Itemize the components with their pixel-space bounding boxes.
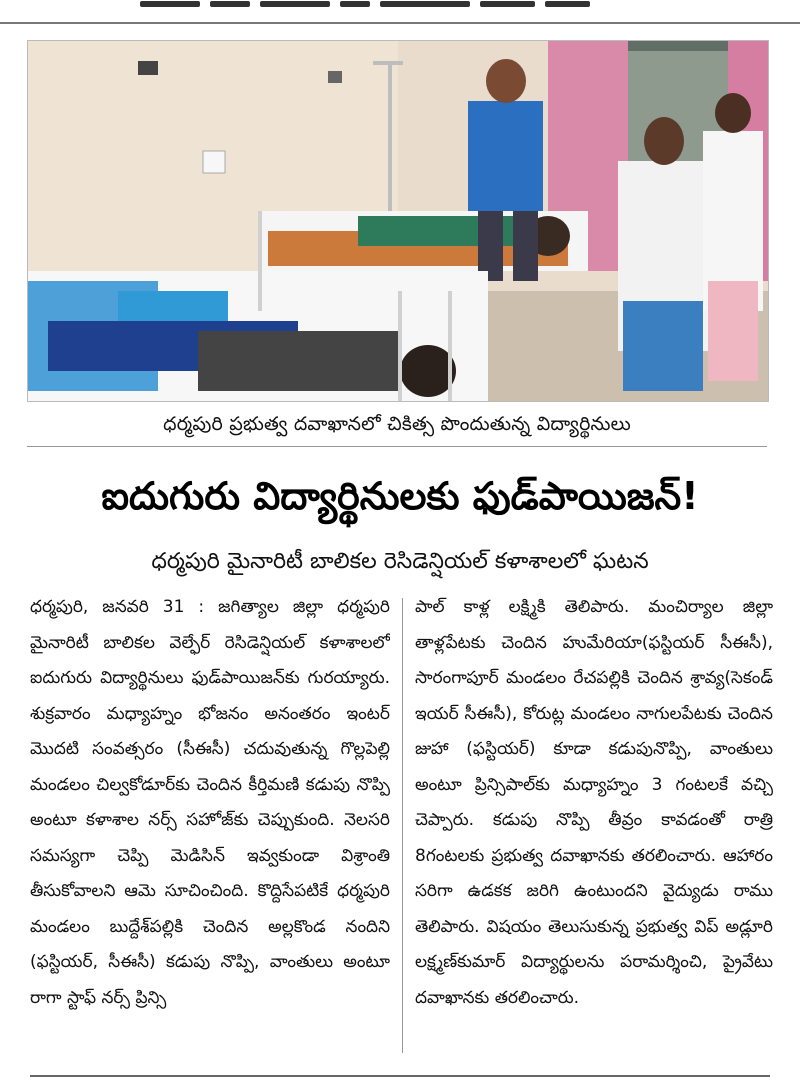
article-body-left-column: ధర్మపురి, జనవరి 31 : జగిత్యాల జిల్లా ధర్మపురి మైనారిటీ బాలికల వెల్ఫేర్‌ రెసిడెన్షియల్‌ కళాశాలలో ఐదుగురు విద్యార్థినులు ఫుడ్‌పాయిజన్‌కు గురయ్యారు. శుక్రవారం మధ్యాహ్నం భోజనం అనంతరం ఇంటర్‌ మొదటి సంవత్సరం (సీఈసీ) చదువుతున్న గొల్లపెల్లి మండలం చిల్వకోడూర్‌కు చెందిన కీర్తిమణి కడుపు నొప్పి అంటూ కళాశాల నర్స్‌ సహోజ్‌కు చెప్పుకుంది. నెలసరి సమస్యగా చెప్పి మెడిసిన్‌ ఇవ్వకుండా విశ్రాంతి తీసుకోవాలని ఆమె సూచించింది. కొద్దిసేపటికే ధర్మపురి మండలం బుద్దేశ్‌పల్లికి చెందిన అల్లకొండ నందిని (ఫస్టియర్‌, సీఈసీ) కడుపు నొప్పి, వాంతులు అంటూ రాగా స్టాఫ్‌ నర్స్‌ ప్రిన్సి [30, 597, 390, 1008]
article-headline: ఐదుగురు విద్యార్థినులకు ఫుడ్‌పాయిజన్‌! [101, 474, 699, 518]
top-divider [0, 22, 800, 24]
bottom-divider [30, 1075, 770, 1077]
caption-divider [27, 446, 767, 447]
column-divider [402, 598, 403, 1053]
article-body-right-column: పాల్‌ కాళ్ల లక్ష్మికి తెలిపారు. మంచిర్యాల జిల్లా తాళ్లపేటకు చెందిన హుమేరియా(ఫస్టియర్‌ సీఈసీ), సారంగాపూర్‌ మండలం రేచపల్లికి చెందిన శ్రావ్య(సెకండ్‌ ఇయర్‌ సీఈసీ), కోరుట్ల మండలం నాగులపేటకు చెందిన జుహా (ఫస్టియర్‌) కూడా కడుపునొప్పి, వాంతులు అంటూ ప్రిన్సిపాల్‌కు మధ్యాహ్నం 3 గంటలకే వచ్చి చెప్పారు. కడుపు నొప్పి తీవ్రం కావడంతో రాత్రి 8గంటలకు ప్రభుత్వ దవాఖానకు తరలించారు. ఆహారం సరిగా ఉడకక జరిగి ఉంటుందని వైద్యుడు రాము తెలిపారు. విషయం తెలుసుకున్న ప్రభుత్వ విప్‌ అడ్లూరి లక్ష్మణ్‌కుమార్‌ విద్యార్థులను పరామర్శించి, ప్రైవేటు దవాఖానకు తరలించారు. [415, 597, 773, 1008]
photo-caption: ధర్మపురి ప్రభుత్వ దవాఖానలో చికిత్స పొందుతున్న విద్యార్థినులు [163, 413, 631, 435]
news-photo-hospital-ward [27, 40, 769, 402]
previous-article-clipped-text [0, 0, 800, 10]
article-subheadline: ధర్మపురి మైనారిటీ బాలికల రెసిడెన్షియల్‌ కళాశాలలో ఘటన [151, 549, 649, 574]
